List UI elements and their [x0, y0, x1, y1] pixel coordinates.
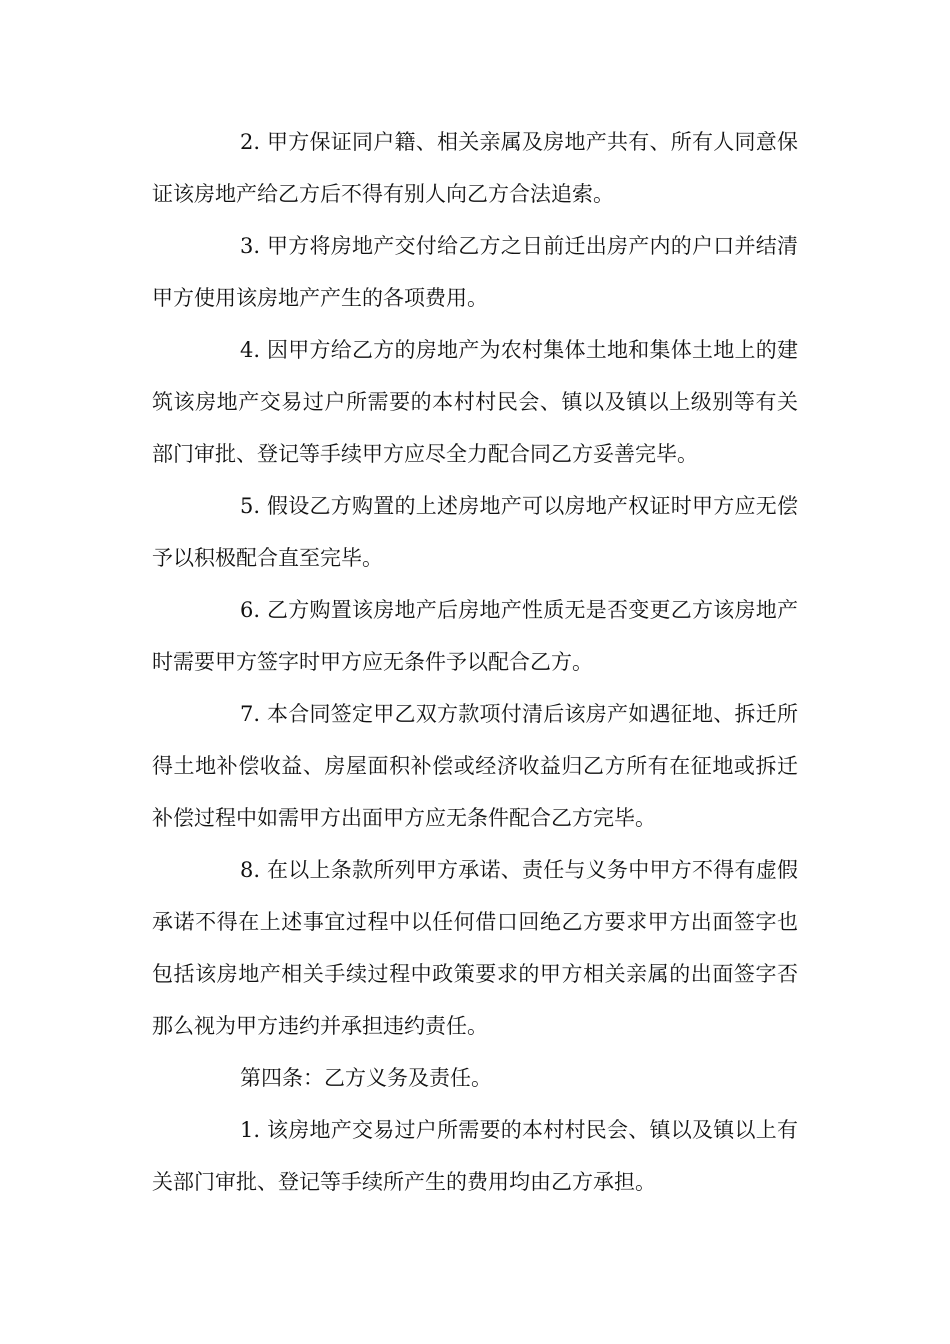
clause-7: 7. 本合同签定甲乙双方款项付清后该房产如遇征地、拆迁所得土地补偿收益、房屋面积补偿或经济收益归乙方所有在征地或拆迁补偿过程中如需甲方出面甲方应无条件配合乙方完毕。	[152, 702, 798, 830]
clause-5: 5. 假设乙方购置的上述房地产可以房地产权证时甲方应无偿予以积极配合直至完毕。	[152, 494, 798, 570]
clause-2: 2. 甲方保证同户籍、相关亲属及房地产共有、所有人同意保证该房地产给乙方后不得有别人向乙方合法追索。	[152, 130, 798, 206]
clause-8: 8. 在以上条款所列甲方承诺、责任与义务中甲方不得有虚假承诺不得在上述事宜过程中以任何借口回绝乙方要求甲方出面签字也包括该房地产相关手续过程中政策要求的甲方相关亲属的出面签字否那么视为甲方违约并承担违约责任。	[152, 858, 798, 1038]
clause-3: 3. 甲方将房地产交付给乙方之日前迁出房产内的户口并结清甲方使用该房地产产生的各项费用。	[152, 234, 798, 310]
clause-4: 4. 因甲方给乙方的房地产为农村集体土地和集体土地上的建筑该房地产交易过户所需要的本村村民会、镇以及镇以上级别等有关部门审批、登记等手续甲方应尽全力配合同乙方妥善完毕。	[152, 338, 798, 466]
clause-6: 6. 乙方购置该房地产后房地产性质无是否变更乙方该房地产时需要甲方签字时甲方应无条件予以配合乙方。	[152, 598, 798, 674]
document-body	[152, 116, 798, 1208]
article-4-clause-1: 1. 该房地产交易过户所需要的本村村民会、镇以及镇以上有关部门审批、登记等手续所产生的费用均由乙方承担。	[152, 1118, 798, 1194]
section-heading-article-4: 第四条：乙方义务及责任。	[240, 1066, 492, 1090]
